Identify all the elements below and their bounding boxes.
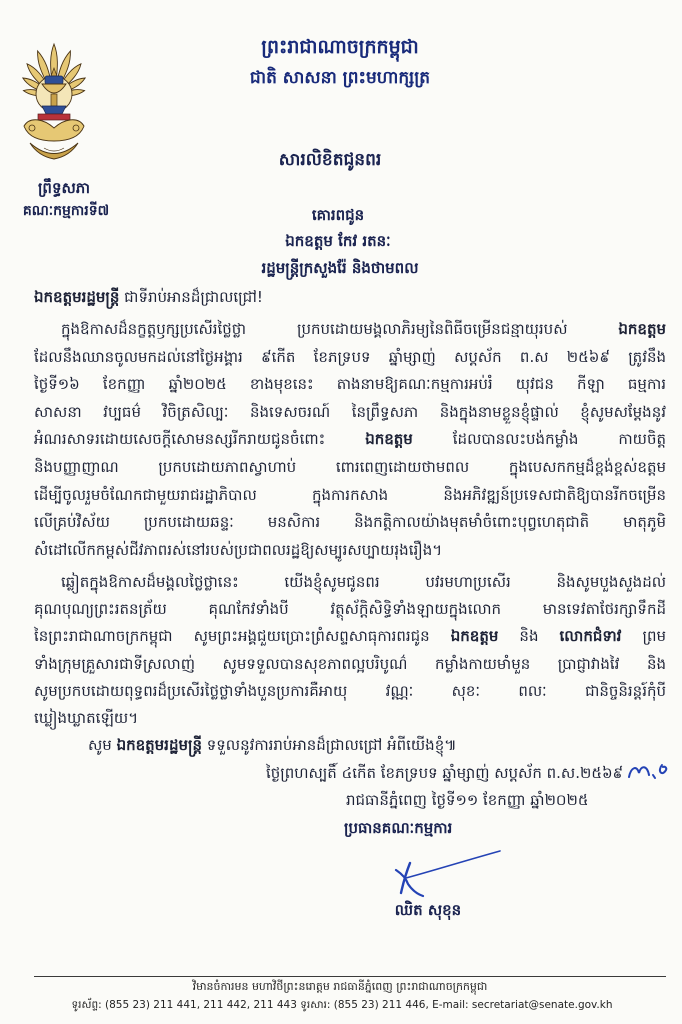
paragraph-line: និងបញ្ញាញាណ ប្រកបដោយភាពស្វាហាប់ ពោរពេញដោយថាមពល ក្នុងបេសកកម្មដ៏ខ្ពង់ខ្ពស់ឧត្តម [34,457,666,476]
footer-contact: ទូរស័ព្ទ: (855 23) 211 441, 211 442, 211 443 ទូរសារ: (855 23) 211 446, E-mail: secretariat@senate.gov.kh [71,999,613,1011]
honorific: ឯកឧត្តមរដ្ឋមន្ត្រី [116,736,202,754]
recipient-to: គោរពជូន [311,206,365,224]
signatory-title: ប្រធានគណៈកម្មការ [344,819,453,837]
footer-divider [34,976,666,977]
text-segment: ក្នុងឱកាសដ៏នក្ខត្តឫក្សប្រសើរថ្លៃថ្លា ប្រកបដោយមង្គលាភិរម្យនៃពិធីចម្រើនជន្មាយុរបស់ [61,320,619,338]
text-segment: អំណរសាទរដោយសេចក្តីសោមនស្សរីករាយជូនចំពោះ [34,430,366,449]
national-motto: ជាតិ សាសនា ព្រះមហាក្សត្រ [249,68,431,88]
solar-date: រាជធានីភ្នំពេញ ថ្ងៃទី១១ ខែកញ្ញា ឆ្នាំ២០២៥ [346,791,589,809]
paragraph-line [34,623,666,650]
kingdom-heading: ព្រះរាជាណាចក្រកម្ពុជា [261,36,419,58]
text-segment: ដែលបានលះបង់កម្លាំង កាយចិត្ត [412,430,666,449]
text-segment: ព្រម [621,627,667,646]
paragraph-line: សាសនា វប្បធម៌ វិចិត្រសិល្បៈ និងទេសចរណ៍ នៃព្រឹទ្ធសភា និងក្នុងនាមខ្លួនខ្ញុំផ្ទាល់ ខ្ញុំសូមសម្តែងនូវ [34,402,666,421]
paragraph-line: ទាំងក្រុមគ្រួសារជាទីស្រលាញ់ សូមទទួលបានសុខភាពល្អបរិបូណ៌ កម្លាំងកាយមាំមួន ប្រាជ្ញាវាងវៃ និង [34,654,666,673]
greeting-honorific: ឯកឧត្តមរដ្ឋមន្ត្រី [34,288,120,306]
paragraph-line [34,316,666,344]
paragraph-1 [34,316,666,564]
text-segment: ទទួលនូវការរាប់អានដ៏ជ្រាលជ្រៅ អំពីយើងខ្ញុំ៕ [201,736,457,754]
honorific: ឯកឧត្តម [450,627,499,646]
honorific: ឯកឧត្តម [618,320,666,338]
greeting-text: ជាទីរាប់អានដ៏ជ្រាលជ្រៅ! [119,288,263,306]
institution-name: ព្រឹទ្ធសភា [37,179,91,197]
paragraph-line: គុណបុណ្យព្រះរតនត្រ័យ គុណកែវទាំងបី វត្ថុស័ក្តិសិទ្ធិទាំងឡាយក្នុងលោក មានទេវតាថែរក្សាទឹកដី [34,600,666,619]
paragraph-2 [34,569,666,732]
senate-emblem-icon [18,36,90,168]
handwritten-mark-icon [626,758,670,784]
paragraph-line: លើគ្រប់វិស័យ ប្រកបដោយឆន្ទៈ មនសិការ និងកត្តិកាលយ៉ាងមុតមាំចំពោះបុព្វហេតុជាតិ មាតុភូមិ [34,513,666,532]
paragraph-line: ឆ្លៀតក្នុងឱកាសដ៏មង្គលថ្លៃថ្លានេះ យើងខ្ញុំសូមជូនពរ បវរមហាប្រសើរ និងសូមបួងសួងដល់ [61,573,666,591]
paragraph-line: សំដៅលើកកម្ពស់ជីវភាពរស់នៅរបស់ប្រជាពលរដ្ឋឱ្យសម្បូរសប្បាយរុងរឿង។ [34,540,443,559]
paragraph-line: ដើម្បីចូលរួមចំណែកជាមួយរាជរដ្ឋាភិបាល ក្នុងការកសាង និងអភិវឌ្ឍន៍ប្រទេសជាតិឱ្យបានរីកចម្រើន [34,485,666,504]
paragraph-line: ឃ្លៀងឃ្លាតឡើយ។ [34,708,139,727]
paragraph-line: ថ្ងៃទី១៦ ខែកញ្ញា ឆ្នាំ២០២៥ ខាងមុខនេះ តាងនាមឱ្យគណៈកម្មការអប់រំ យុវជន កីឡា ធម្មការ [34,375,666,394]
recipient-name: ឯកឧត្តម កែវ រតនៈ [285,232,391,250]
text-segment: និង [498,627,560,646]
paragraph-line: សូមប្រកបដោយពុទ្ធពរដ៏ប្រសើរថ្លៃថ្លាទាំងបួនប្រការគឺអាយុ វណ្ណៈ សុខៈ ពលៈ ជានិច្ចនិរន្តរ៍កុំបី [34,681,666,700]
greeting [34,284,474,311]
text-segment: នៃព្រះរាជាណាចក្រកម្ពុជា សូមព្រះអង្គជួយប្រោះព្រំសព្ទសាធុការពរជូន [34,627,451,646]
closing-line [88,732,568,759]
signatory-name: ឈិត សុខុន [394,901,462,919]
paragraph-line: ដែលនឹងឈានចូលមកដល់នៅថ្ងៃអង្គារ ៩កើត ខែភទ្របទ ឆ្នាំម្សាញ់ សប្តស័ក ព.ស ២៥៦៩ ត្រូវនឹង [34,347,666,366]
paragraph-line [34,426,666,454]
honorific: លោកជំទាវ [559,627,622,646]
signature-icon [392,843,504,899]
lunar-date: ថ្ងៃព្រហស្បតិ៍ ៤កើត ខែភទ្របទ ឆ្នាំម្សាញ់ សប្តស័ក ព.ស.២៥៦៩ [266,764,624,782]
text-segment: សូម [88,736,117,754]
footer-address: វិមានចំការមន មហាវិថីព្រះនរោត្តម រាជធានីភ្នំពេញ ព្រះរាជាណាចក្រកម្ពុជា [192,980,488,993]
honorific: ឯកឧត្តម [365,430,413,449]
letter-title: សារលិខិតជូនពរ [278,150,382,170]
recipient-position: រដ្ឋមន្ត្រីក្រសួងរ៉ែ និងថាមពល [261,259,419,277]
committee-name: គណៈកម្មការទី៧ [22,203,110,219]
